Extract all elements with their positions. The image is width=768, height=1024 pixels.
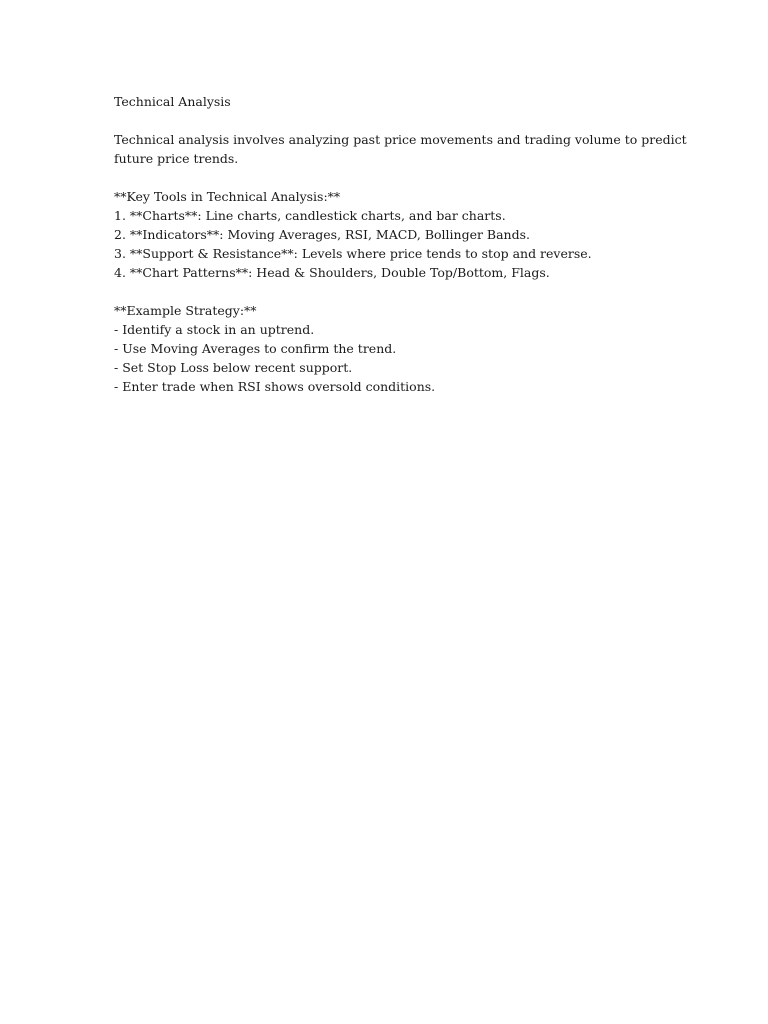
paragraph-spacer [114,282,674,301]
strategy-heading: **Example Strategy:** [114,303,257,318]
intro-line-2: future price trends. [114,151,239,166]
key-tools-heading: **Key Tools in Technical Analysis:** [114,189,341,204]
key-tools-item-1: 1. **Charts**: Line charts, candlestick charts, and bar charts. [114,208,506,223]
paragraph-spacer [114,111,674,130]
strategy-item-2: - Use Moving Averages to confirm the trend. [114,341,397,356]
key-tools-item-3: 3. **Support & Resistance**: Levels where price tends to stop and reverse. [114,246,592,261]
strategy-item-4: - Enter trade when RSI shows oversold conditions. [114,379,436,394]
key-tools-item-4: 4. **Chart Patterns**: Head & Shoulders, Double Top/Bottom, Flags. [114,265,550,280]
paragraph-spacer [114,168,674,187]
intro-line-1: Technical analysis involves analyzing past price movements and trading volume to predict [114,132,687,147]
strategy-item-3: - Set Stop Loss below recent support. [114,360,353,375]
document-body [114,92,687,396]
document-title: Technical Analysis [114,94,231,109]
key-tools-item-2: 2. **Indicators**: Moving Averages, RSI, MACD, Bollinger Bands. [114,227,530,242]
strategy-item-1: - Identify a stock in an uptrend. [114,322,315,337]
